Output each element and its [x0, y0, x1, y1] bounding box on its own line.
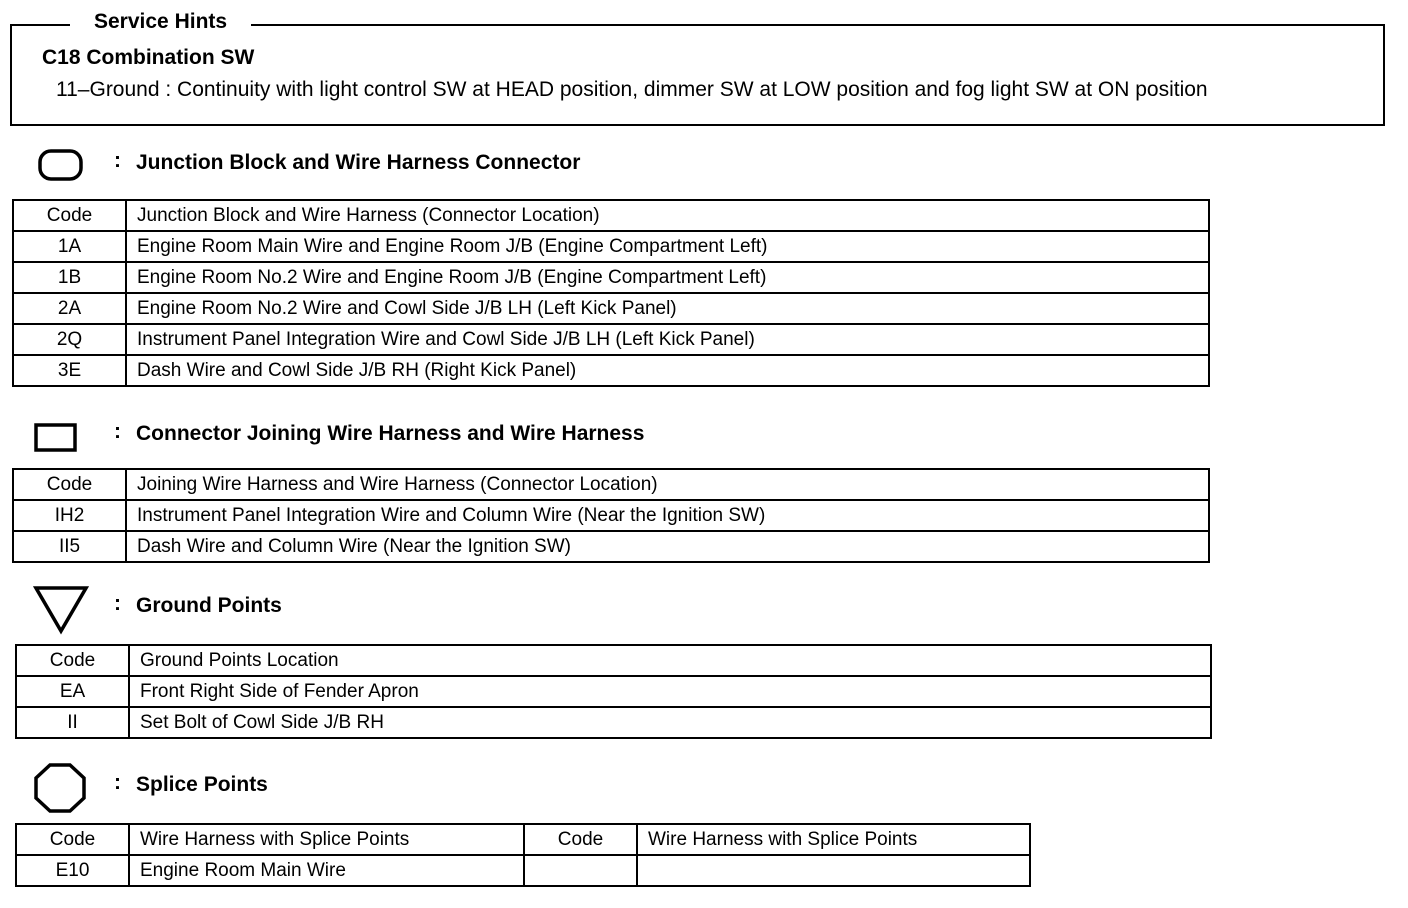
service-hints-box: [10, 24, 1385, 126]
table-row: [13, 262, 1209, 293]
row-code: E10: [16, 855, 129, 886]
row-code: II: [16, 707, 129, 738]
row-desc: Dash Wire and Cowl Side J/B RH (Right Kick Panel): [126, 355, 1209, 386]
junction-colon: :: [114, 149, 121, 172]
header-desc: Ground Points Location: [129, 645, 1211, 676]
junction-table: [12, 199, 1210, 387]
row-desc: Instrument Panel Integration Wire and Cowl Side J/B LH (Left Kick Panel): [126, 324, 1209, 355]
hints-title: Service Hints: [70, 8, 251, 36]
row-desc: Engine Room No.2 Wire and Cowl Side J/B LH (Left Kick Panel): [126, 293, 1209, 324]
table-header-row: [16, 824, 1030, 855]
row-desc: [637, 855, 1030, 886]
row-code: IH2: [13, 500, 126, 531]
row-code: [524, 855, 637, 886]
table-header-row: [13, 469, 1209, 500]
row-code: II5: [13, 531, 126, 562]
connector-heading: Connector Joining Wire Harness and Wire Harness: [136, 422, 645, 445]
header-code: Code: [16, 824, 129, 855]
hints-subtitle: C18 Combination SW: [42, 46, 255, 69]
header-code: Code: [13, 469, 126, 500]
table-row: [16, 855, 1030, 886]
row-desc: Instrument Panel Integration Wire and Column Wire (Near the Ignition SW): [126, 500, 1209, 531]
row-code: 1A: [13, 231, 126, 262]
row-desc: Engine Room Main Wire: [129, 855, 524, 886]
header-desc: Wire Harness with Splice Points: [637, 824, 1030, 855]
row-code: 2A: [13, 293, 126, 324]
table-row: [13, 500, 1209, 531]
splice-table: [15, 823, 1031, 887]
header-desc: Joining Wire Harness and Wire Harness (Connector Location): [126, 469, 1209, 500]
header-code: Code: [13, 200, 126, 231]
octagon-icon: [33, 763, 87, 813]
table-row: [13, 531, 1209, 562]
row-code: 2Q: [13, 324, 126, 355]
row-desc: Set Bolt of Cowl Side J/B RH: [129, 707, 1211, 738]
table-row: [16, 676, 1211, 707]
table-header-row: [13, 200, 1209, 231]
header-desc: Wire Harness with Splice Points: [129, 824, 524, 855]
row-code: 1B: [13, 262, 126, 293]
junction-heading: Junction Block and Wire Harness Connector: [136, 151, 581, 174]
row-desc: Engine Room No.2 Wire and Engine Room J/B (Engine Compartment Left): [126, 262, 1209, 293]
header-desc: Junction Block and Wire Harness (Connector Location): [126, 200, 1209, 231]
ground-heading: Ground Points: [136, 594, 282, 617]
table-row: [16, 707, 1211, 738]
connector-colon: :: [114, 420, 121, 443]
table-row: [13, 231, 1209, 262]
row-desc: Engine Room Main Wire and Engine Room J/B (Engine Compartment Left): [126, 231, 1209, 262]
table-header-row: [16, 645, 1211, 676]
splice-colon: :: [114, 771, 121, 794]
header-code: Code: [16, 645, 129, 676]
triangle-down-icon: [33, 585, 89, 635]
row-code: 3E: [13, 355, 126, 386]
ground-colon: :: [114, 592, 121, 615]
table-row: [13, 293, 1209, 324]
row-desc: Dash Wire and Column Wire (Near the Ignition SW): [126, 531, 1209, 562]
header-code: Code: [524, 824, 637, 855]
splice-heading: Splice Points: [136, 773, 268, 796]
ground-table: [15, 644, 1212, 739]
table-row: [13, 355, 1209, 386]
table-row: [13, 324, 1209, 355]
row-desc: Front Right Side of Fender Apron: [129, 676, 1211, 707]
connector-table: [12, 468, 1210, 563]
rectangle-icon: [34, 423, 78, 453]
rounded-rectangle-icon: [38, 148, 84, 182]
hints-text: 11–Ground : Continuity with light control SW at HEAD position, dimmer SW at LOW position and fog light SW at ON position: [56, 78, 1208, 101]
row-code: EA: [16, 676, 129, 707]
